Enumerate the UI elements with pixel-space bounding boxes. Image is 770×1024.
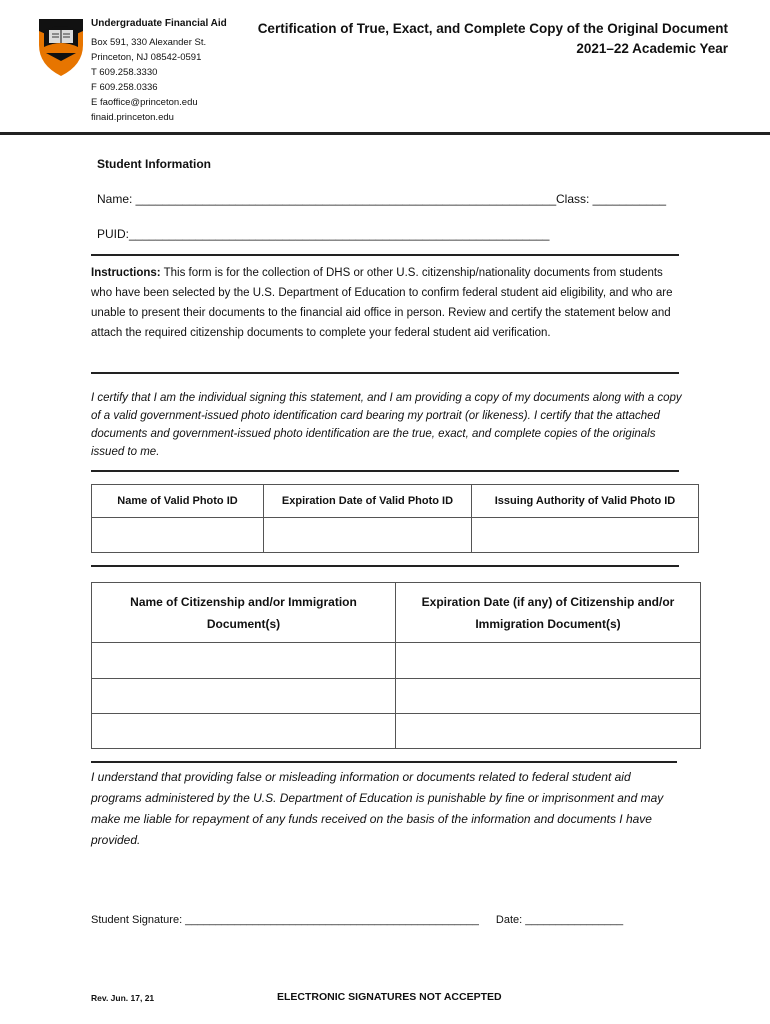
student-signature-field[interactable]: Student Signature: ________________________________________________ [91,914,479,926]
divider-2 [91,372,679,374]
citizenship-expiration-cell-1[interactable] [396,643,701,679]
photo-id-name-header: Name of Valid Photo ID [92,485,264,518]
address-line2: Princeton, NJ 08542-0591 [91,52,202,63]
certification-statement: I certify that I am the individual signing this statement, and I am providing a copy of my documents along with a copy of a valid government-issued photo identification card bearing my portrait (or likeness). I certify that the attached documents and government-issued photo identification are the true, exact, and complete copies of the originals issued to me. [91,392,682,458]
photo-id-authority-header: Issuing Authority of Valid Photo ID [472,485,699,518]
class-field[interactable]: Class: ___________ [556,192,667,206]
citizenship-name-cell-3[interactable] [92,714,396,749]
puid-field[interactable]: PUID:_______________________________________________________________ [97,227,550,241]
citizenship-name-cell-1[interactable] [92,643,396,679]
instructions-lead: Instructions: [91,267,161,279]
address-line1: Box 591, 330 Alexander St. [91,37,207,48]
photo-id-table [91,484,699,553]
divider-1 [91,254,679,256]
office-contact-block [91,16,227,125]
citizenship-name-cell-2[interactable] [92,679,396,714]
student-info-heading: Student Information [97,157,211,171]
phone-number: T 609.258.3330 [91,67,158,78]
document-title [258,19,728,59]
citizenship-name-header-line2: Document(s) [206,616,281,631]
electronic-signature-notice: ELECTRONIC SIGNATURES NOT ACCEPTED [277,991,502,1003]
instructions-paragraph [91,263,681,343]
warning-statement: I understand that providing false or misleading information or documents related to federal student aid programs administered by the U.S. Department of Education is punishable by fine or imprisonment and may make me liable for repayment of any funds received on the basis of the information and documents I have provided. [91,770,664,847]
citizenship-expiration-header-line1: Expiration Date (if any) of Citizenship and/or [421,594,675,609]
divider-4 [91,565,679,567]
citizenship-expiration-header [396,583,701,643]
citizenship-name-header-line1: Name of Citizenship and/or Immigration [130,594,357,609]
email-address: E faoffice@princeton.edu [91,97,198,108]
citizenship-expiration-cell-3[interactable] [396,714,701,749]
header-divider [0,132,770,135]
office-name: Undergraduate Financial Aid [91,18,227,29]
website: finaid.princeton.edu [91,112,174,123]
photo-id-expiration-cell[interactable] [264,518,472,553]
revision-date: Rev. Jun. 17, 21 [91,993,155,1003]
title-line2: 2021–22 Academic Year [576,41,728,56]
photo-id-name-cell[interactable] [92,518,264,553]
divider-3 [91,470,679,472]
divider-5 [91,761,677,763]
title-line1: Certification of True, Exact, and Complete Copy of the Original Document [257,21,728,36]
citizenship-expiration-header-line2: Immigration Document(s) [475,616,621,631]
citizenship-document-table [91,582,701,749]
citizenship-expiration-cell-2[interactable] [396,679,701,714]
instructions-text: This form is for the collection of DHS or other U.S. citizenship/nationality documents from students who have been selected by the U.S. Department of Education to confirm federal student aid eligibility, and who are unable to present their documents to the financial aid office in person. Review and certify the statement below and attach the required citizenship documents to complete your federal student aid verification. [91,267,673,339]
citizenship-name-header [92,583,396,643]
signature-row [91,914,623,926]
fax-number: F 609.258.0336 [91,82,158,93]
princeton-shield-logo [38,17,84,77]
signature-date-field[interactable]: Date: ________________ [495,914,624,926]
photo-id-authority-cell[interactable] [472,518,699,553]
name-field[interactable]: Name: _______________________________________________________________ [97,192,557,206]
photo-id-expiration-header: Expiration Date of Valid Photo ID [264,485,472,518]
